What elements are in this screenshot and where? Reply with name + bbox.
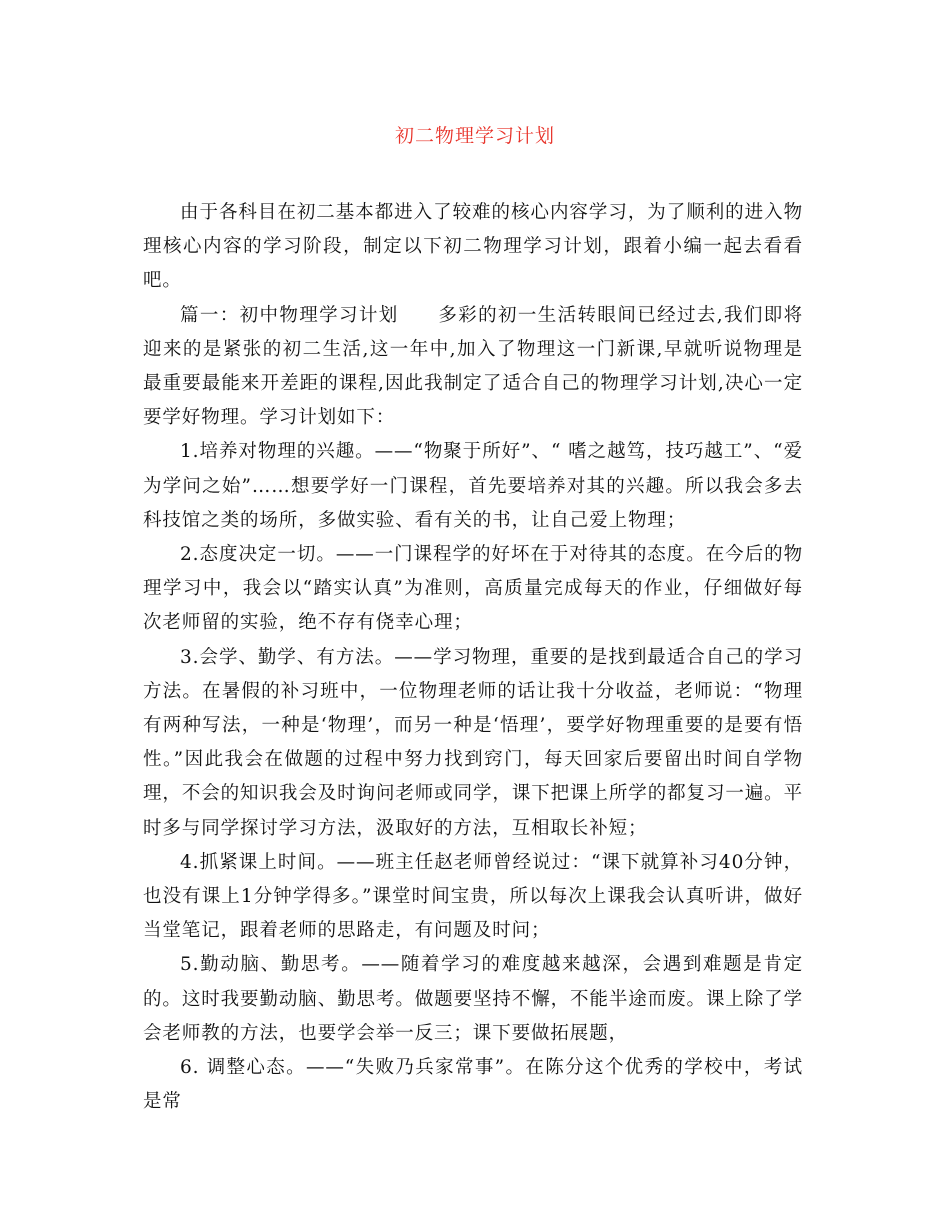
paragraph-intro: 由于各科目在初二基本都进入了较难的核心内容学习，为了顺利的进入物理核心内容的学习阶段，制定以下初二物理学习计划，跟着小编一起去看看吧。 bbox=[143, 202, 803, 292]
paragraph-item-1: 1.培养对物理的兴趣。——“物聚于所好”、“ 嗜之越笃，技巧越工”、“爱为学问之始”……想要学好一门课程，首先要培养对其的兴趣。所以我会多去科技馆之类的场所，多做实验、看有关的书，让自己爱上物理； bbox=[143, 441, 803, 531]
paragraph-item-6: 6. 调整心态。——“失败乃兵家常事”。在陈分这个优秀的学校中，考试是常 bbox=[143, 1057, 803, 1113]
paragraph-item-5: 5.勤动脑、勤思考。——随着学习的难度越来越深，会遇到难题是肯定的。这时我要勤动脑、勤思考。做题要坚持不懈，不能半途而废。课上除了学会老师教的方法，也要学会举一反三；课下要做拓展题， bbox=[143, 954, 803, 1044]
paragraph-item-3: 3.会学、勤学、有方法。——学习物理，重要的是找到最适合自己的学习方法。在暑假的补习班中，一位物理老师的话让我十分收益，老师说：“物理有两种写法，一种是‘物理’，而另一种是‘悟理’，要学好物理重要的是要有悟性。”因此我会在做题的过程中努力找到窍门，每天回家后要留出时间自学物理，不会的知识我会及时询问老师或同学，课下把课上所学的都复习一遍。平时多与同学探讨学习方法，汲取好的方法，互相取长补短； bbox=[143, 646, 803, 839]
paragraph-item-2: 2.态度决定一切。——一门课程学的好坏在于对待其的态度。在今后的物理学习中，我会以“踏实认真”为准则，高质量完成每天的作业，仔细做好每次老师留的实验，绝不存有侥幸心理； bbox=[143, 544, 803, 634]
paragraph-item-4: 4.抓紧课上时间。——班主任赵老师曾经说过：“课下就算补习40分钟，也没有课上1分钟学得多。”课堂时间宝贵，所以每次上课我会认真听讲，做好当堂笔记，跟着老师的思路走，有问题及时问； bbox=[143, 851, 803, 942]
document-body bbox=[143, 196, 803, 1119]
paragraph-section-one: 篇一：初中物理学习计划 多彩的初一生活转眼间已经过去,我们即将迎来的是紧张的初二生活,这一年中,加入了物理这一门新课,早就听说物理是最重要最能来开差距的课程,因此我制定了适合自己的物理学习计划,决心一定要学好物理。学习计划如下： bbox=[143, 304, 803, 429]
document-title: 初二物理学习计划 bbox=[394, 125, 555, 147]
